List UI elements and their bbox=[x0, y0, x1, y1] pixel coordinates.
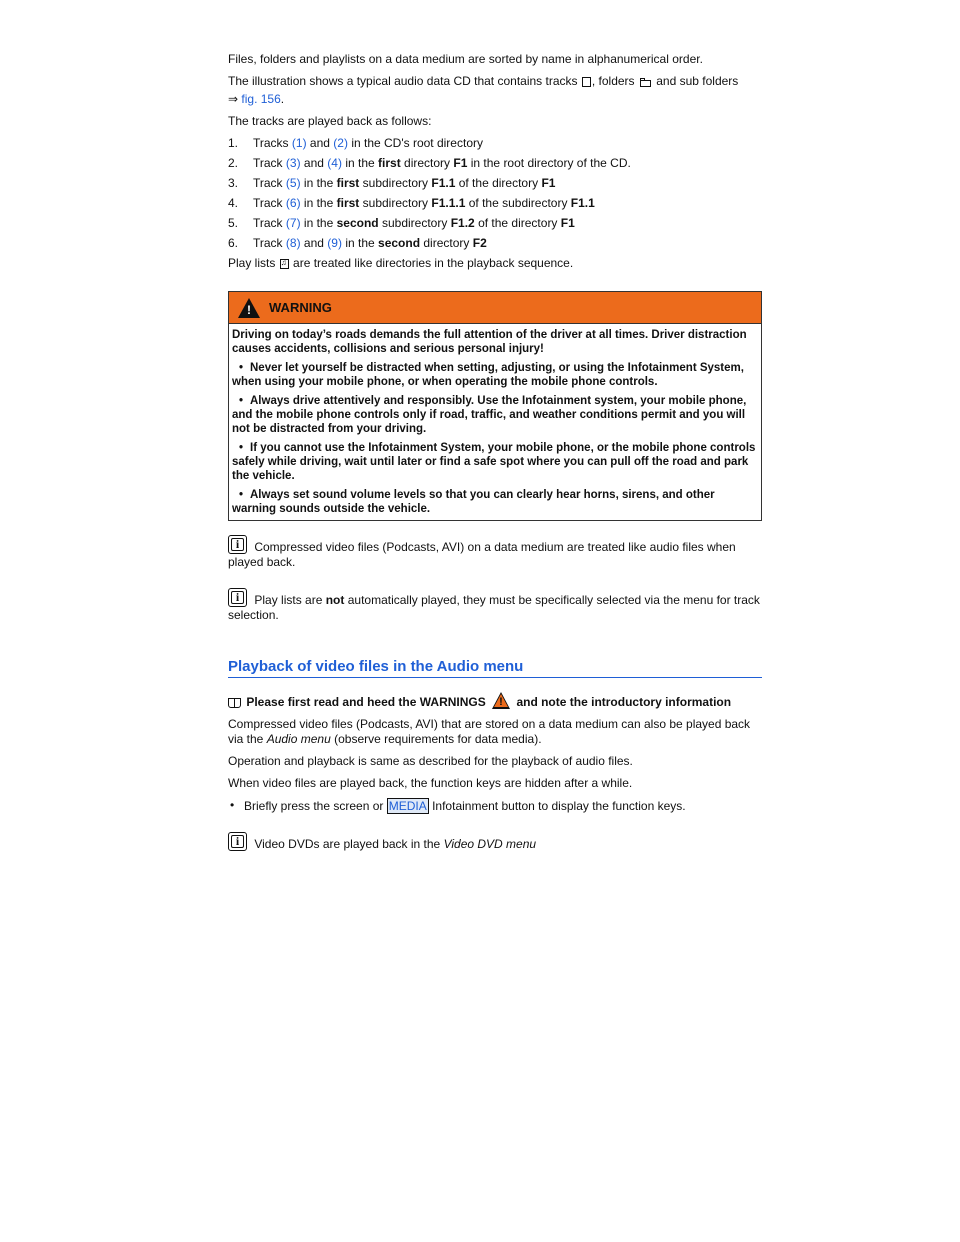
list-item bbox=[228, 136, 762, 151]
list-text: Track bbox=[253, 176, 283, 190]
list-emphasis: F1.1.1 bbox=[431, 196, 466, 210]
menu-name: Audio menu bbox=[266, 732, 331, 746]
list-text: subdirectory bbox=[381, 216, 448, 230]
list-text: of the directory bbox=[458, 176, 539, 190]
list-text: Track bbox=[253, 156, 283, 170]
bullet-icon: • bbox=[238, 489, 244, 501]
list-item bbox=[228, 176, 762, 191]
info-note-icon bbox=[228, 535, 247, 554]
list-item bbox=[228, 236, 762, 251]
track-ref-link[interactable]: (2) bbox=[333, 136, 348, 150]
track-ref-link[interactable]: (8) bbox=[285, 236, 301, 250]
list-emphasis: F2 bbox=[472, 236, 487, 250]
list-emphasis: F1 bbox=[560, 216, 575, 230]
list-number: 6. bbox=[228, 236, 239, 250]
figure-link[interactable]: fig. 156 bbox=[241, 92, 281, 106]
list-number: 3. bbox=[228, 176, 239, 190]
list-item bbox=[232, 488, 756, 516]
list-text: in the bbox=[303, 216, 334, 230]
list-emphasis: F1.1 bbox=[431, 176, 456, 190]
list-emphasis: F1.2 bbox=[450, 216, 475, 230]
track-ref-link[interactable]: (7) bbox=[285, 216, 301, 230]
playlists-paragraph bbox=[228, 256, 762, 271]
track-ref-link[interactable]: (4) bbox=[327, 156, 342, 170]
intro-paragraph-sorting: Files, folders and playlists on a data medium are sorted by name in alphanumerical order. bbox=[228, 52, 703, 66]
list-text: Tracks bbox=[253, 136, 289, 150]
book-icon bbox=[228, 698, 240, 707]
list-emphasis: second bbox=[336, 216, 379, 230]
list-item bbox=[228, 156, 762, 171]
bullet-icon: • bbox=[238, 362, 244, 374]
list-number: 5. bbox=[228, 216, 239, 230]
list-text: subdirectory bbox=[362, 176, 429, 190]
section-paragraph-operation: Operation and playback is same as described for the playback of audio files. bbox=[228, 754, 633, 768]
warning-list bbox=[232, 361, 756, 516]
info-note-icon bbox=[228, 588, 247, 607]
track-icon bbox=[582, 77, 591, 87]
section-paragraph-compressed bbox=[228, 717, 762, 747]
warning-item-text: If you cannot use the Infotainment System, your mobile phone, or the mobile phone controls safely while driving, wait until later or find a safe spot where you can pull off the road and park the vehicle. bbox=[232, 442, 756, 482]
list-item bbox=[232, 394, 756, 436]
figure-reference-line bbox=[228, 92, 762, 107]
track-ref-link[interactable]: (3) bbox=[285, 156, 301, 170]
warning-title: WARNING bbox=[269, 300, 332, 315]
warnings-link-icon[interactable] bbox=[492, 692, 510, 709]
bullet-icon: • bbox=[238, 442, 244, 454]
list-text: Track bbox=[253, 236, 283, 250]
note-text: Compressed video files (Podcasts, AVI) on a data medium are treated like audio files when played back. bbox=[228, 540, 736, 569]
track-order-list bbox=[228, 136, 762, 251]
list-text: Briefly press the screen or bbox=[244, 799, 384, 813]
read-warnings-line bbox=[228, 692, 762, 710]
note-text: Play lists are bbox=[254, 593, 323, 607]
paragraph-text: Compressed video files (Podcasts, AVI) that are stored on a data medium can also be played back via the bbox=[228, 717, 751, 746]
list-item bbox=[228, 196, 762, 211]
list-item bbox=[228, 798, 762, 814]
list-text: directory bbox=[423, 236, 470, 250]
paragraph-text: Play lists bbox=[228, 256, 276, 270]
info-glyph: i bbox=[235, 590, 240, 604]
arrow-icon: ⇒ bbox=[228, 92, 239, 106]
playlist-icon bbox=[280, 259, 289, 269]
intro-text: , folders bbox=[591, 74, 635, 88]
list-number: 1. bbox=[228, 136, 239, 150]
intro-text: The illustration shows a typical audio data CD that contains tracks bbox=[228, 74, 578, 88]
document-page bbox=[228, 52, 762, 852]
list-text: in the bbox=[303, 196, 334, 210]
list-text: and bbox=[303, 236, 324, 250]
list-text: of the subdirectory bbox=[468, 196, 568, 210]
note-video-files bbox=[228, 535, 762, 570]
note-video-dvd bbox=[228, 832, 762, 852]
list-text: directory bbox=[404, 156, 451, 170]
warning-intro: Driving on today’s roads demands the full attention of the driver at all times. Driver distraction causes accidents, collisions and serious personal injury! bbox=[232, 329, 747, 355]
warning-item-text: Always set sound volume levels so that you can clearly hear horns, sirens, and other warning sounds outside the vehicle. bbox=[232, 489, 715, 515]
list-text: in the bbox=[303, 176, 334, 190]
list-text: Track bbox=[253, 216, 283, 230]
list-emphasis: first bbox=[336, 176, 360, 190]
list-item bbox=[232, 361, 756, 389]
list-item bbox=[232, 441, 756, 483]
list-emphasis: F1 bbox=[541, 176, 556, 190]
list-text: of the directory bbox=[478, 216, 558, 230]
warning-header bbox=[229, 292, 761, 324]
list-emphasis: F1 bbox=[453, 156, 468, 170]
bullet-icon: • bbox=[238, 395, 244, 407]
list-number: 2. bbox=[228, 156, 239, 170]
list-emphasis: first bbox=[336, 196, 360, 210]
track-ref-link[interactable]: (9) bbox=[327, 236, 342, 250]
list-text: Track bbox=[253, 196, 283, 210]
note-text: Video DVDs are played back in the bbox=[254, 837, 441, 851]
warning-box bbox=[228, 291, 762, 521]
list-text: in the bbox=[345, 156, 375, 170]
tracks-intro: The tracks are played back as follows: bbox=[228, 114, 432, 128]
folder-icon bbox=[640, 78, 651, 87]
list-text: and bbox=[309, 136, 330, 150]
list-text: in the bbox=[345, 236, 375, 250]
list-text: in the CD's root directory bbox=[351, 136, 483, 150]
list-text: subdirectory bbox=[362, 196, 429, 210]
track-ref-link[interactable]: (6) bbox=[285, 196, 301, 210]
menu-name: Video DVD menu bbox=[443, 837, 537, 851]
list-text: and bbox=[303, 156, 324, 170]
list-text: in the root directory of the CD. bbox=[470, 156, 631, 170]
warning-triangle-icon bbox=[238, 298, 260, 318]
section-title: Playback of video files in the Audio menu bbox=[228, 659, 762, 678]
note-playlists bbox=[228, 588, 762, 623]
paragraph-text: (observe requirements for data media). bbox=[334, 732, 542, 746]
note-emphasis: not bbox=[325, 593, 345, 607]
bullet-icon: • bbox=[230, 798, 235, 812]
list-item bbox=[228, 216, 762, 231]
punctuation: . bbox=[280, 92, 285, 106]
read-text: Please first read and heed the WARNINGS bbox=[246, 695, 486, 709]
note-text: automatically played, they must be specifically selected via the menu for track selection. bbox=[228, 593, 760, 622]
read-text: and note the introductory information bbox=[516, 695, 732, 709]
info-note-icon bbox=[228, 832, 247, 851]
list-text: Infotainment button to display the function keys. bbox=[432, 799, 686, 813]
section-paragraph-hidden-keys: When video files are played back, the function keys are hidden after a while. bbox=[228, 776, 633, 790]
list-emphasis: first bbox=[378, 156, 401, 170]
media-key[interactable]: MEDIA bbox=[388, 799, 427, 813]
track-ref-link[interactable]: (5) bbox=[285, 176, 301, 190]
list-emphasis: F1.1 bbox=[570, 196, 595, 210]
exclamation-glyph: ! bbox=[499, 696, 503, 708]
warning-body bbox=[229, 324, 761, 520]
intro-paragraph-illustration bbox=[228, 74, 762, 89]
exclamation-glyph: ! bbox=[247, 302, 251, 317]
track-ref-link[interactable]: (1) bbox=[291, 136, 307, 150]
warning-item-text: Always drive attentively and responsibly. Use the Infotainment system, your mobile phone, and the mobile phone controls only if road, traffic, and weather conditions permit and you will not be distracted from your driving. bbox=[232, 395, 747, 435]
list-emphasis: second bbox=[378, 236, 421, 250]
paragraph-text: are treated like directories in the playback sequence. bbox=[293, 256, 574, 270]
intro-text: and sub folders bbox=[656, 74, 739, 88]
info-glyph: i bbox=[235, 537, 240, 551]
info-glyph: i bbox=[235, 834, 240, 848]
warning-item-text: Never let yourself be distracted when setting, adjusting, or using the Infotainment System, when using your mobile phone, or when operating the mobile phone controls. bbox=[232, 362, 744, 388]
list-number: 4. bbox=[228, 196, 239, 210]
